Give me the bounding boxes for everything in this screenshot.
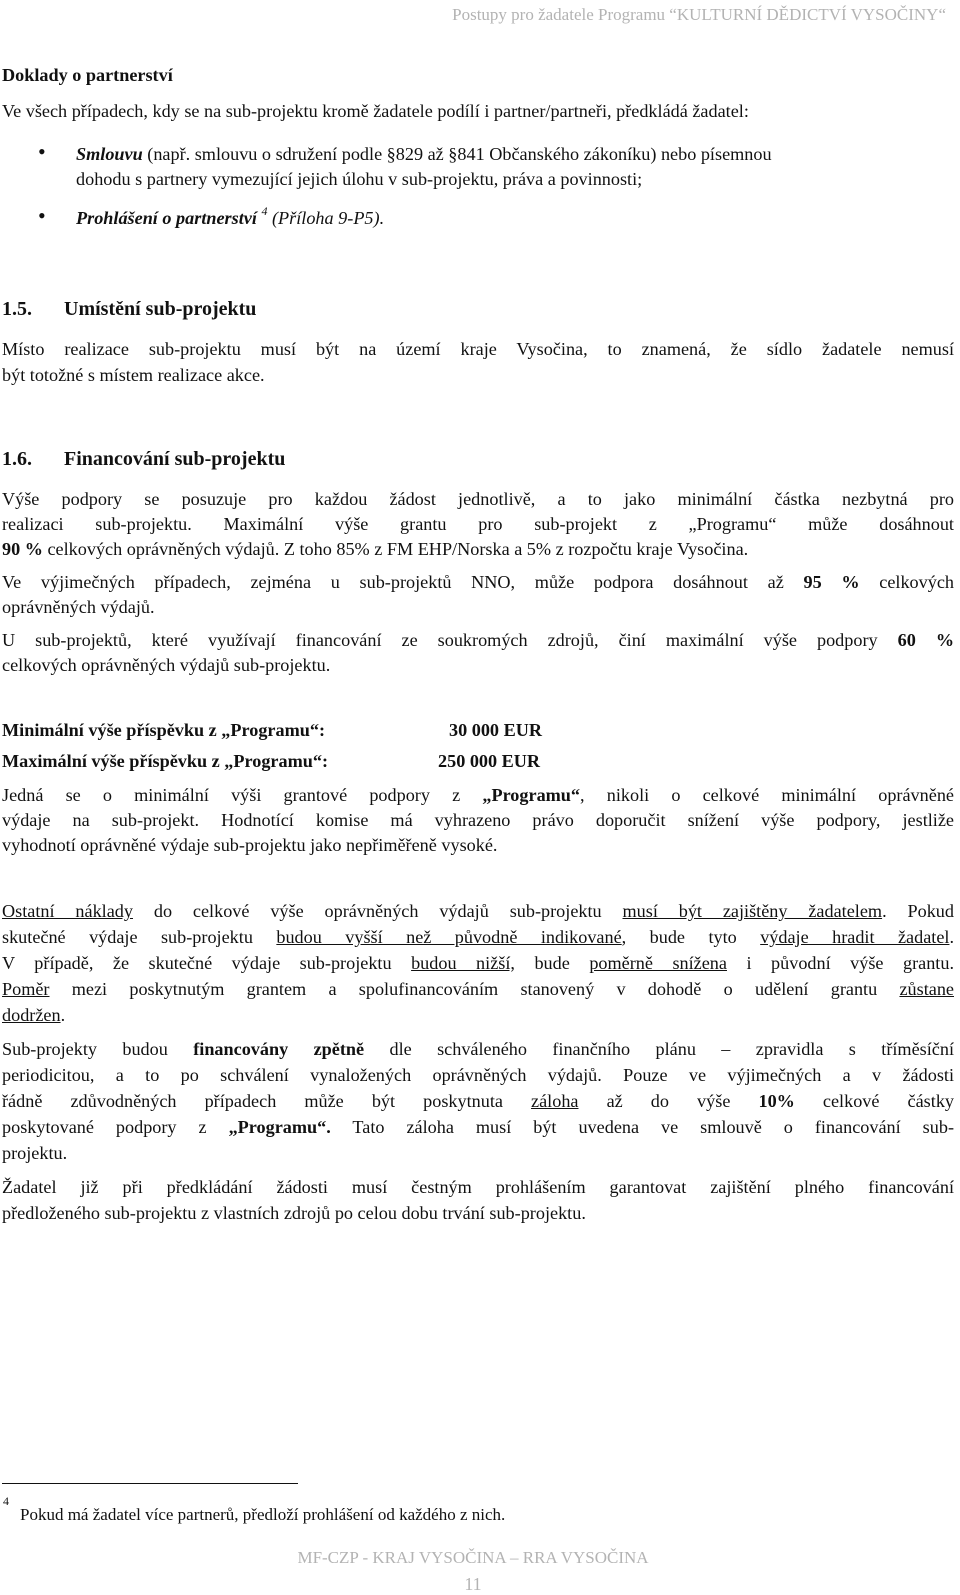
- financovani-p4-line2: výdaje na sub-projekt. Hodnotící komise má vyhrazeno právo doporučit snížení výše podpory, jestliže: [2, 810, 954, 830]
- section-title-partnerstvi: Doklady o partnerství: [2, 65, 173, 85]
- financovani-p6-line3: řádně zdůvodněných případech může být poskytnuta záloha až do výše 10% celkové částky: [2, 1091, 955, 1111]
- financovani-p1-line2: realizaci sub-projektu. Maximální výše grantu pro sub-projekt z „Programu“ může dosáhnout: [2, 514, 954, 534]
- financovani-p6-line2: periodicitou, a to po schválení vynaložených oprávněných výdajů. Pouze ve výjimečných a v žádosti: [2, 1065, 954, 1085]
- heading-1-6: 1.6. Financování sub-projektu: [2, 448, 286, 470]
- umisteni-line2: být totožné s místem realizace akce.: [2, 365, 265, 385]
- min-contribution-label: Minimální výše příspěvku z „Programu“:: [2, 720, 325, 740]
- financovani-p5-line5: dodržen.: [2, 1005, 66, 1025]
- term-prohlaseni: Prohlášení o partnerství: [76, 208, 257, 228]
- financovani-p6-line1: Sub-projekty budou financovány zpětně dle schváleného finančního plánu – zpravidla s tříměsíční: [2, 1039, 954, 1059]
- financovani-p3-line2: celkových oprávněných výdajů sub-projektu.: [2, 655, 331, 675]
- bullet-icon: •: [38, 203, 46, 228]
- page-number: 11: [464, 1574, 482, 1594]
- financovani-p1-line1: Výše podpory se posuzuje pro každou žádost jednotlivě, a to jako minimální částka nezbytná pro: [2, 489, 954, 509]
- min-contribution-value: 30 000 EUR: [449, 720, 542, 740]
- financovani-p6-line5: projektu.: [2, 1143, 68, 1163]
- footnote-separator: [2, 1483, 298, 1484]
- financovani-p4-line1: Jedná se o minimální výši grantové podpory z „Programu“, nikoli o celkové minimální oprávněné: [2, 785, 954, 805]
- bullet-smlouvu-line2: dohodu s partnery vymezující jejich úlohu v sub-projektu, práva a povinnosti;: [76, 169, 643, 189]
- umisteni-line1: Místo realizace sub-projektu musí být na území kraje Vysočina, to znamená, že sídlo žadatele nemusí: [2, 339, 954, 359]
- financovani-p3-line1: U sub-projektů, které využívají financování ze soukromých zdrojů, činí maximální výše podpory 60 %: [2, 630, 955, 650]
- heading-1-5: 1.5. Umístění sub-projektu: [2, 298, 257, 320]
- footnote-text: Pokud má žadatel více partnerů, předloží prohlášení od každého z nich.: [20, 1505, 506, 1524]
- footer-org: MF-CZP - KRAJ VYSOČINA – RRA VYSOČINA: [297, 1548, 649, 1567]
- financovani-p2-line1: Ve výjimečných případech, zejména u sub-projektů NNO, může podpora dosáhnout až 95 % celkových: [2, 572, 954, 592]
- financovani-p5-line3: V případě, že skutečné výdaje sub-projektu budou nižší, bude poměrně snížena i původní výše grantu.: [2, 953, 954, 973]
- max-contribution-value: 250 000 EUR: [438, 751, 541, 771]
- financovani-p2-line2: oprávněných výdajů.: [2, 597, 155, 617]
- financovani-p6-line4: poskytované podpory z „Programu“. Tato záloha musí být uvedena ve smlouvě o financování sub-: [2, 1117, 954, 1137]
- footnote-mark: 4: [3, 1494, 9, 1508]
- financovani-p5-line1: Ostatní náklady do celkové výše oprávněných výdajů sub-projektu musí být zajištěny žadatelem. Pokud: [2, 901, 954, 921]
- financovani-p1-line3: 90 % celkových oprávněných výdajů. Z toho 85% z FM EHP/Norska a 5% z rozpočtu kraje Vysočina.: [2, 539, 749, 559]
- term-smlouvu: Smlouvu: [76, 144, 143, 164]
- bullet-icon: •: [38, 139, 46, 164]
- financovani-p7-line1: Žadatel již při předkládání žádosti musí čestným prohlášením garantovat zajištění plného financování: [2, 1177, 954, 1197]
- max-contribution-label: Maximální výše příspěvku z „Programu“:: [2, 751, 329, 771]
- financovani-p5-line2: skutečné výdaje sub-projektu budou vyšší než původně indikované, bude tyto výdaje hradit žadatel.: [2, 927, 954, 947]
- financovani-p5-line4: Poměr mezi poskytnutým grantem a spolufinancováním stanovený v dohodě o udělení grantu zůstane: [2, 979, 954, 999]
- running-header: Postupy pro žadatele Programu “KULTURNÍ DĚDICTVÍ VYSOČINY“: [452, 5, 946, 24]
- bullet-prohlaseni: Prohlášení o partnerství $^4$ (Příloha 9-P5).: [76, 204, 385, 228]
- footnote-ref: 4: [261, 204, 268, 218]
- financovani-p7-line2: předloženého sub-projektu z vlastních zdrojů po celou dobu trvání sub-projektu.: [2, 1203, 586, 1223]
- bullet-smlouvu-line1: Smlouvu (např. smlouvu o sdružení podle §829 až §841 Občanského zákoníku) nebo písemnou: [76, 144, 772, 164]
- partnerstvi-intro: Ve všech případech, kdy se na sub-projektu kromě žadatele podílí i partner/partneři, předkládá žadatel:: [2, 101, 749, 121]
- financovani-p4-line3: vyhodnotí oprávněné výdaje sub-projektu jako nepřiměřeně vysoké.: [2, 835, 498, 855]
